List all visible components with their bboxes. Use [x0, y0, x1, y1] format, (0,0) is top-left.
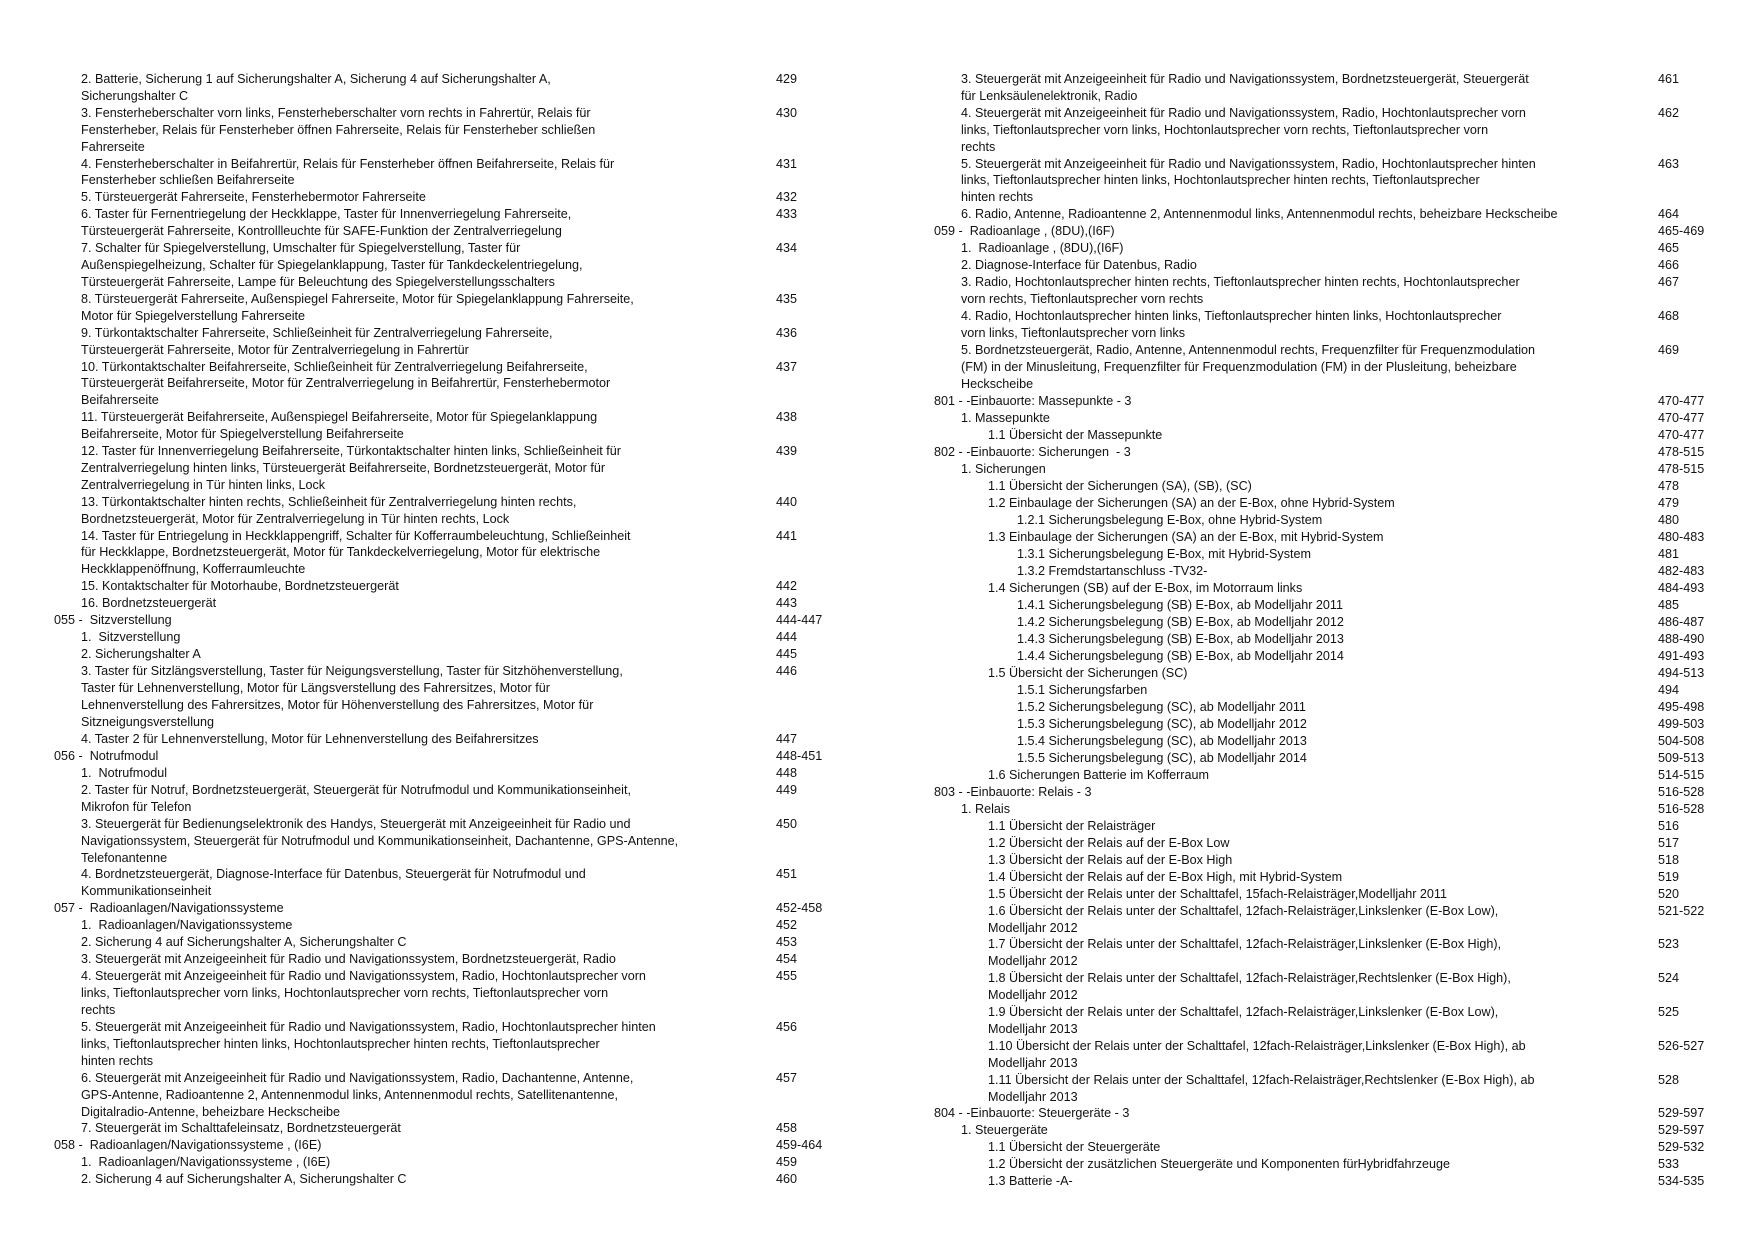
- toc-entry[interactable]: [0, 917, 877, 934]
- toc-entry-page: 444: [776, 630, 798, 645]
- toc-entry-page: 469: [1658, 342, 1680, 357]
- toc-entry-title: 1. Radioanlage , (8DU),(I6F): [961, 241, 1124, 256]
- toc-entry-page: 457: [776, 1070, 798, 1085]
- toc-entry-page: 509-513: [1658, 750, 1705, 765]
- toc-entry-page: 453: [776, 935, 798, 950]
- toc-entry[interactable]: [877, 818, 1754, 835]
- toc-entry-page: 430: [776, 105, 798, 120]
- toc-entry-title: 2. Sicherung 4 auf Sicherungshalter A, Sicherungshalter C: [81, 1172, 407, 1187]
- toc-entry-title: 1.6 Sicherungen Batterie im Kofferraum: [988, 767, 1209, 782]
- toc-entry[interactable]: [0, 731, 877, 748]
- toc-entry-page: 449: [776, 782, 798, 797]
- toc-chapter-entry[interactable]: [877, 223, 1754, 240]
- toc-entry-title: 5. Türsteuergerät Fahrerseite, Fensterhebermotor Fahrerseite: [81, 190, 426, 205]
- toc-entry-title: 7. Schalter für Spiegelverstellung, Umschalter für Spiegelverstellung, Taster für Außenspiegelheizung, Schalter für Spiegelanklappung, Taster für Tankdeckelentriegelung, Türsteuergerät Fahrerseite, Lampe für Beleuchtung des Spiegelverstellungsschalters: [81, 241, 583, 289]
- toc-entry-page: 432: [776, 190, 798, 205]
- toc-entry-title: 803 - -Einbauorte: Relais - 3: [934, 784, 1092, 799]
- toc-entry-page: 499-503: [1658, 716, 1705, 731]
- toc-entry[interactable]: [877, 478, 1754, 495]
- toc-entry-page: 470-477: [1658, 410, 1705, 425]
- toc-entry[interactable]: [877, 852, 1754, 869]
- toc-entry[interactable]: [0, 71, 877, 105]
- toc-entry-page: 470-477: [1658, 427, 1705, 442]
- toc-entry-title: 1.1 Übersicht der Massepunkte: [988, 427, 1163, 442]
- toc-entry[interactable]: [877, 512, 1754, 529]
- toc-entry-title: 4. Radio, Hochtonlautsprecher hinten links, Tieftonlautsprecher hinten links, Hochtonlautsprecher vorn links, Tieftonlautsprecher vorn links: [961, 309, 1502, 340]
- toc-entry[interactable]: [0, 443, 877, 494]
- toc-entry-title: 1. Radioanlagen/Navigationssysteme: [81, 918, 293, 933]
- toc-entry[interactable]: [0, 409, 877, 443]
- toc-entry-title: 3. Steuergerät für Bedienungselektronik des Handys, Steuergerät mit Anzeigeeinheit für Radio und Navigationssystem, Steuergerät für Notrufmodul und Kommunikationseinheit, Dachantenne, GPS-Antenne, Telefonantenne: [81, 816, 679, 865]
- toc-entry[interactable]: [877, 546, 1754, 563]
- toc-entry-title: 1.3.1 Sicherungsbelegung E-Box, mit Hybrid-System: [1017, 546, 1311, 561]
- toc-entry-title: 1.4 Übersicht der Relais auf der E-Box High, mit Hybrid-System: [988, 869, 1343, 884]
- toc-entry-page: 524: [1658, 971, 1680, 986]
- toc-entry-page: 455: [776, 969, 798, 984]
- toc-entry-title: 4. Fensterheberschalter in Beifahrertür, Relais für Fensterheber öffnen Beifahrerseite, Relais für Fensterheber schließen Beifahrerseite: [81, 156, 615, 188]
- toc-entry-page: 461: [1658, 72, 1680, 86]
- toc-entry-title: 15. Kontaktschalter für Motorhaube, Bordnetzsteuergerät: [81, 579, 399, 594]
- toc-entry[interactable]: [877, 1139, 1754, 1156]
- toc-entry-page: 463: [1658, 156, 1680, 171]
- toc-entry-title: 7. Steuergerät im Schalttafeleinsatz, Bordnetzsteuergerät: [81, 1121, 401, 1136]
- toc-entry-page: 525: [1658, 1005, 1680, 1020]
- toc-entry-title: 1.5 Übersicht der Relais unter der Schalttafel, 15fach-Relaisträger,Modelljahr 2011: [988, 886, 1447, 901]
- toc-entry-title: 1. Relais: [961, 801, 1010, 816]
- toc-entry-title: 1.5.5 Sicherungsbelegung (SC), ab Modelljahr 2014: [1017, 750, 1307, 765]
- toc-entry-title: 1.4 Sicherungen (SB) auf der E-Box, im Motorraum links: [988, 580, 1303, 595]
- toc-entry-title: 801 - -Einbauorte: Massepunkte - 3: [934, 393, 1132, 408]
- toc-entry[interactable]: [0, 105, 877, 156]
- toc-entry[interactable]: [0, 494, 877, 528]
- toc-entry-title: 2. Taster für Notruf, Bordnetzsteuergerät, Steuergerät für Notrufmodul und Kommunikationseinheit, Mikrofon für Telefon: [81, 782, 631, 814]
- toc-entry[interactable]: [0, 359, 877, 410]
- toc-entry[interactable]: [0, 595, 877, 612]
- toc-entry-title: 058 - Radioanlagen/Navigationssysteme , (I6E): [54, 1138, 322, 1153]
- toc-entry-page: 438: [776, 410, 798, 425]
- toc-entry[interactable]: [0, 206, 877, 240]
- toc-entry-page: 478-515: [1658, 444, 1705, 459]
- toc-entry-title: 1.9 Übersicht der Relais unter der Schalttafel, 12fach-Relaisträger,Linkslenker (E-Box Low), Modelljahr 2013: [988, 1005, 1499, 1036]
- toc-entry-page: 464: [1658, 207, 1680, 222]
- toc-entry-title: 1. Radioanlagen/Navigationssysteme , (I6E): [81, 1155, 331, 1170]
- toc-entry[interactable]: [0, 578, 877, 595]
- toc-entry-page: 467: [1658, 275, 1680, 290]
- toc-entry[interactable]: [0, 968, 877, 1019]
- toc-entry-page: 436: [776, 325, 798, 340]
- toc-entry-page: 456: [776, 1019, 798, 1034]
- toc-chapter-entry[interactable]: [877, 393, 1754, 410]
- toc-entry-title: 1.11 Übersicht der Relais unter der Schalttafel, 12fach-Relaisträger,Rechtslenker (E-Box High), ab Modelljahr 2013: [988, 1072, 1535, 1104]
- toc-entry[interactable]: [877, 71, 1754, 105]
- toc-entry-title: 055 - Sitzverstellung: [54, 613, 172, 628]
- toc-entry[interactable]: [877, 648, 1754, 665]
- toc-chapter-entry[interactable]: [0, 612, 877, 629]
- toc-entry-title: 2. Batterie, Sicherung 1 auf Sicherungshalter A, Sicherung 4 auf Sicherungshalter A, Sicherungshalter C: [81, 72, 551, 103]
- toc-entry-page: 520: [1658, 886, 1680, 901]
- toc-entry-page: 458: [776, 1121, 798, 1136]
- toc-entry-page: 452-458: [776, 901, 823, 916]
- toc-entry-title: 6. Steuergerät mit Anzeigeeinheit für Radio und Navigationssystem, Radio, Dachantenne, Antenne, GPS-Antenne, Radioantenne 2, Antennenmodul links, Antennenmodul rechts, Satellitenantenne, Digitalradio-Antenne, beheizbare Heckscheibe: [81, 1070, 634, 1119]
- toc-entry[interactable]: [877, 835, 1754, 852]
- toc-entry-page: 447: [776, 731, 798, 746]
- toc-entry[interactable]: [877, 274, 1754, 308]
- toc-entry-page: 484-493: [1658, 580, 1705, 595]
- toc-entry-page: 454: [776, 952, 798, 967]
- toc-entry[interactable]: [877, 1072, 1754, 1106]
- toc-entry[interactable]: [0, 663, 877, 731]
- toc-entry-title: 1.6 Übersicht der Relais unter der Schalttafel, 12fach-Relaisträger,Linkslenker (E-Box Low), Modelljahr 2012: [988, 903, 1499, 935]
- toc-entry[interactable]: [0, 1070, 877, 1121]
- toc-entry-page: 446: [776, 664, 798, 679]
- toc-entry[interactable]: [877, 597, 1754, 614]
- toc-entry-page: 529-597: [1658, 1106, 1705, 1121]
- toc-entry-page: 435: [776, 291, 798, 306]
- toc-entry-title: 1. Steuergeräte: [961, 1123, 1048, 1138]
- toc-entry-title: 1.4.3 Sicherungsbelegung (SB) E-Box, ab Modelljahr 2013: [1017, 631, 1344, 646]
- toc-entry[interactable]: [0, 934, 877, 951]
- toc-entry-title: 1.1 Übersicht der Relaisträger: [988, 818, 1156, 833]
- toc-entry[interactable]: [877, 1173, 1754, 1190]
- toc-entry-title: 13. Türkontaktschalter hinten rechts, Schließeinheit für Zentralverriegelung hinten rechts, Bordnetzsteuergerät, Motor für Zentralverriegelung in Tür hinten rechts, Lock: [81, 494, 577, 526]
- toc-entry-title: 5. Steuergerät mit Anzeigeeinheit für Radio und Navigationssystem, Radio, Hochtonlautsprecher hinten links, Tieftonlautsprecher hinten links, Hochtonlautsprecher hinten rechts, Tieftonlautsprecher hinten rechts: [81, 1019, 656, 1068]
- toc-entry[interactable]: [0, 765, 877, 782]
- toc-entry-title: 1. Sicherungen: [961, 461, 1046, 476]
- toc-entry-title: 3. Steuergerät mit Anzeigeeinheit für Radio und Navigationssystem, Bordnetzsteuergerät, Radio: [81, 952, 616, 967]
- toc-entry[interactable]: [877, 767, 1754, 784]
- toc-entry-page: 445: [776, 647, 798, 662]
- toc-entry[interactable]: [0, 646, 877, 663]
- toc-entry-title: 4. Steuergerät mit Anzeigeeinheit für Radio und Navigationssystem, Radio, Hochtonlautsprecher vorn links, Tieftonlautsprecher vorn links, Hochtonlautsprecher vorn rechts, Tieftonlautsprecher vorn rechts: [81, 969, 646, 1018]
- toc-entry-title: 804 - -Einbauorte: Steuergeräte - 3: [934, 1106, 1130, 1121]
- toc-entry[interactable]: [0, 782, 877, 816]
- toc-entry[interactable]: [877, 733, 1754, 750]
- toc-entry-page: 534-535: [1658, 1174, 1705, 1189]
- toc-chapter-entry[interactable]: [877, 784, 1754, 801]
- toc-entry-page: 443: [776, 596, 798, 611]
- toc-entry-title: 2. Sicherung 4 auf Sicherungshalter A, Sicherungshalter C: [81, 935, 407, 950]
- toc-entry-title: 1.4.4 Sicherungsbelegung (SB) E-Box, ab Modelljahr 2014: [1017, 648, 1344, 663]
- toc-entry-page: 439: [776, 444, 798, 459]
- toc-entry-page: 429: [776, 72, 798, 86]
- toc-entry[interactable]: [877, 529, 1754, 546]
- toc-entry-page: 485: [1658, 597, 1680, 612]
- toc-entry-title: 1. Sitzverstellung: [81, 630, 181, 645]
- toc-entry-title: 2. Sicherungshalter A: [81, 647, 201, 662]
- toc-entry[interactable]: [0, 1154, 877, 1171]
- toc-entry-title: 9. Türkontaktschalter Fahrerseite, Schließeinheit für Zentralverriegelung Fahrerseite, Türsteuergerät Fahrerseite, Motor für Zentralverriegelung in Fahrertür: [81, 325, 553, 357]
- toc-entry-title: 802 - -Einbauorte: Sicherungen - 3: [934, 444, 1131, 459]
- toc-entry-page: 452: [776, 918, 798, 933]
- toc-entry[interactable]: [0, 816, 877, 867]
- toc-entry-page: 470-477: [1658, 393, 1705, 408]
- toc-entry-title: 1.2 Übersicht der Relais auf der E-Box Low: [988, 835, 1230, 850]
- toc-entry[interactable]: [0, 1171, 877, 1188]
- toc-entry[interactable]: [877, 156, 1754, 207]
- toc-entry-title: 4. Taster 2 für Lehnenverstellung, Motor für Lehnenverstellung des Beifahrersitzes: [81, 731, 539, 746]
- toc-entry-title: 1.2.1 Sicherungsbelegung E-Box, ohne Hybrid-System: [1017, 512, 1323, 527]
- toc-entry-title: 1.5.2 Sicherungsbelegung (SC), ab Modelljahr 2011: [1017, 699, 1306, 714]
- toc-entry-title: 1.7 Übersicht der Relais unter der Schalttafel, 12fach-Relaisträger,Linkslenker (E-Box High), Modelljahr 2012: [988, 937, 1502, 969]
- toc-entry-page: 437: [776, 359, 798, 374]
- toc-entry[interactable]: [877, 682, 1754, 699]
- toc-entry-page: 528: [1658, 1072, 1680, 1087]
- toc-entry[interactable]: [877, 665, 1754, 682]
- toc-entry-title: 1.1 Übersicht der Sicherungen (SA), (SB), (SC): [988, 478, 1252, 493]
- toc-entry[interactable]: [0, 866, 877, 900]
- toc-entry[interactable]: [877, 869, 1754, 886]
- toc-entry[interactable]: [877, 631, 1754, 648]
- toc-entry-title: 8. Türsteuergerät Fahrerseite, Außenspiegel Fahrerseite, Motor für Spiegelanklappung Fahrerseite, Motor für Spiegelverstellung Fahrerseite: [81, 291, 634, 323]
- toc-entry-title: 057 - Radioanlagen/Navigationssysteme: [54, 901, 284, 916]
- toc-entry[interactable]: [0, 291, 877, 325]
- toc-entry-page: 494-513: [1658, 665, 1705, 680]
- toc-entry-title: 1.3.2 Fremdstartanschluss -TV32-: [1017, 563, 1208, 578]
- toc-entry-title: 14. Taster für Entriegelung in Heckklappengriff, Schalter für Kofferraumbeleuchtung, Schließeinheit für Heckklappe, Bordnetzsteuergerät, Motor für Tankdeckelverriegelung, Motor für elektrische Heckklappenöffnung, Kofferraumleuchte: [81, 528, 631, 577]
- toc-entry-title: 059 - Radioanlage , (8DU),(I6F): [934, 224, 1115, 239]
- toc-entry[interactable]: [877, 257, 1754, 274]
- toc-entry[interactable]: [0, 156, 877, 190]
- toc-entry-page: 459: [776, 1155, 798, 1170]
- toc-entry[interactable]: [0, 325, 877, 359]
- toc-entry-title: 3. Fensterheberschalter vorn links, Fensterheberschalter vorn rechts in Fahrertür, Relais für Fensterheber, Relais für Fensterheber öffnen Fahrerseite, Relais für Fensterheber schließen Fahrerseite: [81, 105, 596, 154]
- toc-entry-page: 478: [1658, 478, 1680, 493]
- toc-entry-page: 533: [1658, 1157, 1680, 1172]
- toc-entry[interactable]: [877, 1004, 1754, 1038]
- toc-entry-page: 516-528: [1658, 784, 1705, 799]
- toc-entry-title: 1.3 Einbaulage der Sicherungen (SA) an der E-Box, mit Hybrid-System: [988, 529, 1384, 544]
- toc-entry-title: 1.4.2 Sicherungsbelegung (SB) E-Box, ab Modelljahr 2012: [1017, 614, 1344, 629]
- toc-entry-page: 459-464: [776, 1138, 823, 1153]
- toc-left-column: [0, 71, 877, 1188]
- toc-entry-page: 434: [776, 241, 798, 256]
- toc-entry-title: 1. Notrufmodul: [81, 765, 168, 780]
- toc-entry-page: 486-487: [1658, 614, 1705, 629]
- toc-entry-title: 1.5.4 Sicherungsbelegung (SC), ab Modelljahr 2013: [1017, 733, 1307, 748]
- toc-entry-title: 4. Steuergerät mit Anzeigeeinheit für Radio und Navigationssystem, Radio, Hochtonlautsprecher vorn links, Tieftonlautsprecher vorn links, Hochtonlautsprecher vorn rechts, Tieftonlautsprecher vorn rechts: [961, 105, 1526, 154]
- toc-entry[interactable]: [0, 951, 877, 968]
- toc-chapter-entry[interactable]: [0, 1137, 877, 1154]
- toc-entry[interactable]: [0, 629, 877, 646]
- toc-entry-page: 440: [776, 494, 798, 509]
- toc-entry-title: 1.2 Einbaulage der Sicherungen (SA) an der E-Box, ohne Hybrid-System: [988, 495, 1395, 510]
- toc-entry-page: 494: [1658, 682, 1680, 697]
- toc-entry[interactable]: [877, 461, 1754, 478]
- toc-entry-title: 1.5.3 Sicherungsbelegung (SC), ab Modelljahr 2012: [1017, 716, 1307, 731]
- toc-entry-page: 529-597: [1658, 1123, 1705, 1138]
- toc-entry-page: 448: [776, 765, 798, 780]
- toc-entry-page: 495-498: [1658, 699, 1705, 714]
- toc-entry[interactable]: [877, 105, 1754, 156]
- toc-entry-page: 518: [1658, 852, 1680, 867]
- toc-entry-title: 3. Steuergerät mit Anzeigeeinheit für Radio und Navigationssystem, Bordnetzsteuergerät, Steuergerät für Lenksäulenelektronik, Radio: [961, 72, 1529, 103]
- toc-entry-page: 526-527: [1658, 1038, 1705, 1053]
- toc-entry-page: 523: [1658, 937, 1680, 952]
- toc-entry-title: 1.4.1 Sicherungsbelegung (SB) E-Box, ab Modelljahr 2011: [1017, 597, 1344, 612]
- toc-entry-page: 504-508: [1658, 733, 1705, 748]
- toc-entry-title: 1.10 Übersicht der Relais unter der Schalttafel, 12fach-Relaisträger,Linkslenker (E-Box High), ab Modelljahr 2013: [988, 1038, 1526, 1070]
- toc-entry-page: 517: [1658, 835, 1680, 850]
- toc-entry[interactable]: [877, 427, 1754, 444]
- toc-entry-title: 1. Massepunkte: [961, 410, 1050, 425]
- toc-entry-title: 5. Steuergerät mit Anzeigeeinheit für Radio und Navigationssystem, Radio, Hochtonlautsprecher hinten links, Tieftonlautsprecher hinten links, Hochtonlautsprecher hinten rechts, Tieftonlautsprecher hinten rechts: [961, 156, 1536, 205]
- toc-chapter-entry[interactable]: [0, 748, 877, 765]
- toc-entry-title: 4. Bordnetzsteuergerät, Diagnose-Interface für Datenbus, Steuergerät für Notrufmodul und Kommunikationseinheit: [81, 867, 586, 899]
- toc-entry[interactable]: [877, 206, 1754, 223]
- toc-entry-page: 491-493: [1658, 648, 1705, 663]
- toc-entry-page: 451: [776, 867, 798, 882]
- toc-entry-page: 514-515: [1658, 767, 1705, 782]
- toc-entry-page: 441: [776, 528, 798, 543]
- toc-entry[interactable]: [877, 308, 1754, 342]
- toc-entry[interactable]: [0, 1120, 877, 1137]
- toc-entry-title: 1.8 Übersicht der Relais unter der Schalttafel, 12fach-Relaisträger,Rechtslenker (E-Box High), Modelljahr 2012: [988, 971, 1511, 1003]
- toc-entry-page: 481: [1658, 546, 1680, 561]
- toc-entry[interactable]: [877, 886, 1754, 903]
- toc-entry[interactable]: [877, 342, 1754, 393]
- toc-entry-page: 465: [1658, 241, 1680, 256]
- toc-entry-page: 433: [776, 207, 798, 222]
- toc-entry-page: 480: [1658, 512, 1680, 527]
- toc-entry[interactable]: [877, 580, 1754, 597]
- toc-entry[interactable]: [877, 410, 1754, 427]
- toc-entry-title: 1.5 Übersicht der Sicherungen (SC): [988, 665, 1188, 680]
- toc-entry-title: 6. Taster für Fernentriegelung der Heckklappe, Taster für Innenverriegelung Fahrerseite, Türsteuergerät Fahrerseite, Kontrollleuchte für SAFE-Funktion der Zentralverriegelung: [81, 207, 572, 239]
- toc-entry[interactable]: [877, 903, 1754, 937]
- toc-entry-page: 431: [776, 156, 798, 171]
- toc-entry[interactable]: [0, 1019, 877, 1070]
- toc-entry-page: 482-483: [1658, 563, 1705, 578]
- toc-entry[interactable]: [0, 240, 877, 291]
- toc-entry-page: 479: [1658, 495, 1680, 510]
- toc-entry-page: 448-451: [776, 748, 823, 763]
- toc-entry-title: 10. Türkontaktschalter Beifahrerseite, Schließeinheit für Zentralverriegelung Beifahrerseite, Türsteuergerät Beifahrerseite, Motor für Zentralverriegelung in Beifahrertür, Fensterhebermotor Beifahrerseite: [81, 359, 611, 408]
- toc-chapter-entry[interactable]: [877, 1105, 1754, 1122]
- toc-entry-title: 5. Bordnetzsteuergerät, Radio, Antenne, Antennenmodul rechts, Frequenzfilter für Frequenzmodulation (FM) in der Minusleitung, Frequenzfilter für Frequenzmodulation (FM) in der Plusleitung, beheizbare Heckscheibe: [961, 342, 1536, 391]
- toc-entry-page: 521-522: [1658, 903, 1705, 918]
- toc-right-column: [877, 71, 1754, 1190]
- toc-entry-title: 056 - Notrufmodul: [54, 748, 159, 763]
- toc-entry[interactable]: [877, 1038, 1754, 1072]
- toc-entry[interactable]: [877, 801, 1754, 818]
- toc-entry[interactable]: [877, 1156, 1754, 1173]
- toc-entry-page: 450: [776, 816, 798, 831]
- toc-entry-page: 519: [1658, 869, 1680, 884]
- toc-entry-title: 3. Taster für Sitzlängsverstellung, Taster für Neigungsverstellung, Taster für Sitzhöhenverstellung, Taster für Lehnenverstellung, Motor für Längsverstellung des Fahrersitzes, Motor für Lehnenverstellung des Fahrersitzes, Motor für Höhenverstellung des Fahrersitzes, Motor für Sitzneigungsverstellung: [81, 664, 623, 729]
- toc-entry-page: 480-483: [1658, 529, 1705, 544]
- toc-entry[interactable]: [877, 699, 1754, 716]
- toc-entry[interactable]: [877, 716, 1754, 733]
- toc-entry-title: 6. Radio, Antenne, Radioantenne 2, Antennenmodul links, Antennenmodul rechts, beheizbare Heckscheibe: [961, 207, 1558, 222]
- toc-entry[interactable]: [877, 563, 1754, 580]
- toc-entry-page: 488-490: [1658, 631, 1705, 646]
- toc-entry[interactable]: [0, 528, 877, 579]
- toc-entry-title: 1.5.1 Sicherungsfarben: [1017, 682, 1148, 697]
- toc-entry-page: 516: [1658, 818, 1680, 833]
- toc-entry-page: 462: [1658, 105, 1680, 120]
- toc-entry-title: 1.3 Batterie -A-: [988, 1174, 1073, 1189]
- toc-entry-title: 12. Taster für Innenverriegelung Beifahrerseite, Türkontaktschalter hinten links, Schließeinheit für Zentralverriegelung hinten links, Türsteuergerät Beifahrerseite, Bordnetzsteuergerät, Motor für Zentralverriegelung in Tür hinten links, Lock: [81, 444, 621, 492]
- toc-entry-title: 3. Radio, Hochtonlautsprecher hinten rechts, Tieftonlautsprecher hinten rechts, Hochtonlautsprecher vorn rechts, Tieftonlautsprecher vorn rechts: [961, 275, 1520, 307]
- toc-entry[interactable]: [0, 189, 877, 206]
- toc-chapter-entry[interactable]: [0, 900, 877, 917]
- toc-entry-page: 516-528: [1658, 801, 1705, 816]
- toc-entry[interactable]: [877, 970, 1754, 1004]
- toc-entry-page: 444-447: [776, 613, 823, 628]
- toc-chapter-entry[interactable]: [877, 444, 1754, 461]
- toc-entry-page: 460: [776, 1172, 798, 1187]
- toc-entry-title: 1.2 Übersicht der zusätzlichen Steuergeräte und Komponenten fürHybridfahrzeuge: [988, 1157, 1451, 1172]
- toc-entry[interactable]: [877, 750, 1754, 767]
- toc-entry-title: 2. Diagnose-Interface für Datenbus, Radio: [961, 258, 1197, 273]
- toc-entry[interactable]: [877, 1122, 1754, 1139]
- toc-entry-title: 1.3 Übersicht der Relais auf der E-Box High: [988, 852, 1233, 867]
- toc-entry-page: 442: [776, 579, 798, 594]
- toc-entry-page: 529-532: [1658, 1140, 1705, 1155]
- toc-entry[interactable]: [877, 495, 1754, 512]
- toc-entry-page: 468: [1658, 309, 1680, 324]
- toc-entry[interactable]: [877, 240, 1754, 257]
- toc-entry[interactable]: [877, 936, 1754, 970]
- toc-entry-page: 466: [1658, 258, 1680, 273]
- toc-entry[interactable]: [877, 614, 1754, 631]
- toc-entry-title: 16. Bordnetzsteuergerät: [81, 596, 217, 611]
- toc-entry-page: 465-469: [1658, 224, 1705, 239]
- toc-entry-title: 1.1 Übersicht der Steuergeräte: [988, 1140, 1161, 1155]
- toc-entry-page: 478-515: [1658, 461, 1705, 476]
- toc-entry-title: 11. Türsteuergerät Beifahrerseite, Außenspiegel Beifahrerseite, Motor für Spiegelanklappung Beifahrerseite, Motor für Spiegelverstellung Beifahrerseite: [81, 410, 598, 442]
